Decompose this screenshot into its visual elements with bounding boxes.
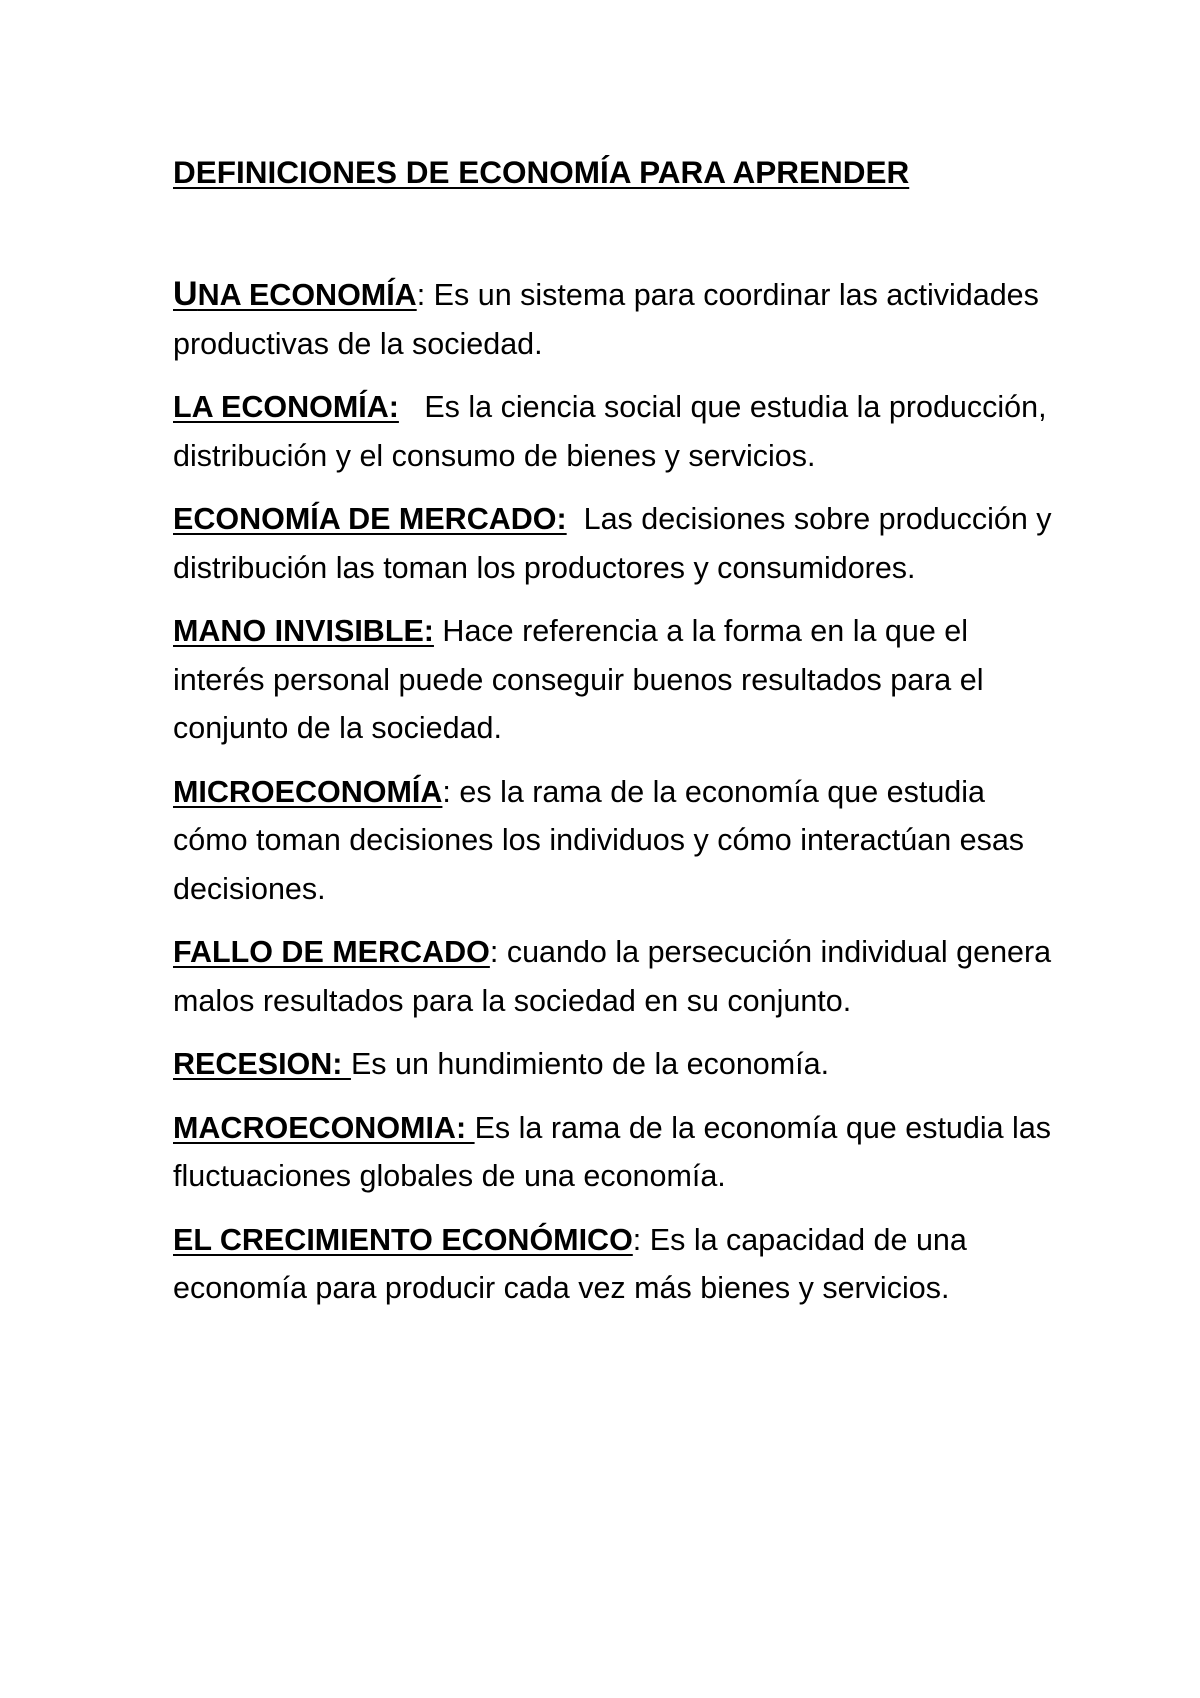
definition-term: LA ECONOMÍA: — [173, 390, 399, 424]
definition-text: Es la capacidad de una economía para producir cada vez más bienes y servicios. — [173, 1222, 967, 1305]
definition-separator: : — [489, 935, 499, 969]
definition-text: Hace referencia a la forma en la que el interés personal puede conseguir buenos resultados para el conjunto de la sociedad. — [173, 614, 984, 745]
definition-una-economia — [173, 270, 1053, 368]
document-page — [173, 148, 1061, 1328]
definition-term: MACROECONOMIA: — [173, 1110, 475, 1145]
definition-text: Las decisiones sobre producción y distribución las toman los productores y consumidores. — [173, 502, 1061, 585]
definition-macroeconomia — [173, 1104, 1053, 1201]
definition-term: ECONOMÍA DE MERCADO: — [173, 502, 567, 536]
definition-fallo-de-mercado — [173, 928, 1053, 1025]
definition-separator: : — [416, 278, 426, 312]
definition-term: MICROECONOMÍA — [173, 774, 443, 809]
definition-recesion — [173, 1040, 1053, 1089]
definition-term: MANO INVISIBLE: — [173, 614, 434, 648]
definition-economia-de-mercado — [173, 495, 1061, 592]
definition-term: FALLO DE MERCADO — [173, 935, 490, 969]
definition-term: RECESION: — [173, 1047, 351, 1081]
definition-mano-invisible — [173, 607, 1053, 753]
definition-text: cuando la persecución individual genera malos resultados para la sociedad en su conjunto. — [173, 935, 1052, 1018]
definition-text: Es la ciencia social que estudia la producción, distribución y el consumo de bienes y servicios. — [173, 390, 1056, 473]
definition-separator: : — [442, 774, 451, 809]
definition-text: Es un hundimiento de la economía. — [350, 1047, 830, 1081]
definition-crecimiento-economico — [173, 1216, 1053, 1313]
document-title: DEFINICIONES DE ECONOMÍA PARA APRENDER — [173, 154, 910, 190]
definition-text: Es la rama de la economía que estudia las fluctuaciones globales de una economía. — [173, 1110, 1052, 1193]
definition-term: EL CRECIMIENTO ECONÓMICO — [173, 1222, 633, 1257]
definition-la-economia — [173, 383, 1056, 480]
definition-microeconomia — [173, 768, 1053, 914]
definition-term: UNA ECONOMÍA — [173, 275, 417, 313]
definition-text: es la rama de la economía que estudia cómo toman decisiones los individuos y cómo interactúan esas decisiones. — [173, 774, 1025, 906]
definition-separator: : — [632, 1222, 642, 1257]
definition-text: Es un sistema para coordinar las actividades productivas de la sociedad. — [173, 278, 1039, 361]
